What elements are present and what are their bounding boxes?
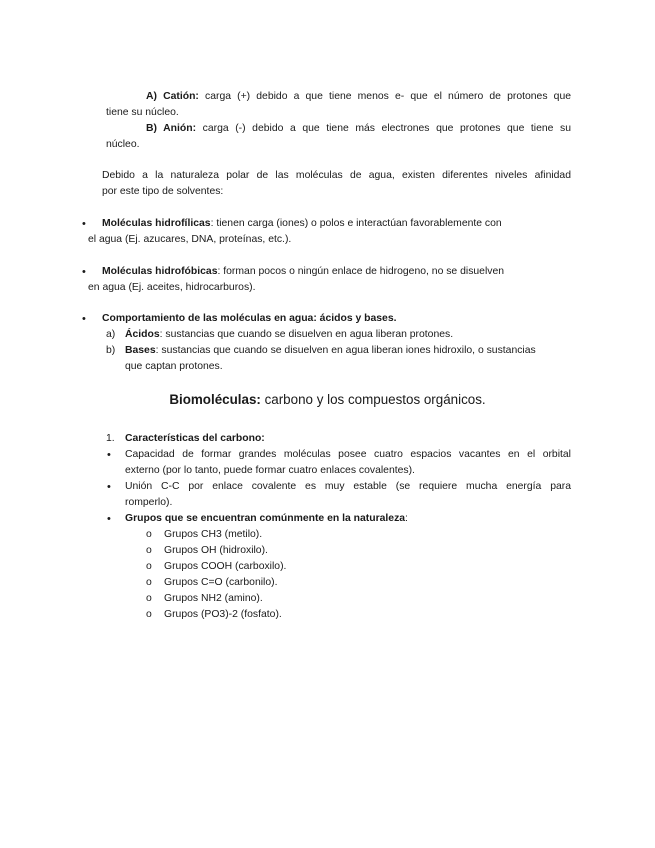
anion-text-1: carga (-) debido a que tiene más electrones que protones que tiene su [202,123,572,134]
bases-line-1 [125,343,536,359]
anion-label: B) Anión: [146,123,197,134]
group-marker: o [146,561,152,572]
group-item-phosphate: Grupos (PO3)-2 (fosfato). [164,609,282,620]
group-marker: o [146,609,152,620]
bases-text-2: que captan protones. [125,361,223,372]
water-behavior-label: Comportamiento de las moléculas en agua: ácidos y bases. [102,313,397,324]
carbon-number: 1. [106,433,115,444]
group-item-amino: Grupos NH2 (amino). [164,593,263,604]
hydrophobic-text-2: en agua (Ej. aceites, hidrocarburos). [88,282,256,293]
carbon-item-3 [125,511,408,527]
intro-line-1: Debido a la naturaleza polar de las moléculas de agua, existen diferentes niveles afinidad [102,170,571,181]
bases-label: Bases [125,345,156,356]
cation-text-2: tiene su núcleo. [106,107,179,118]
bases-text-1: : sustancias que cuando se disuelven en agua liberan iones hidroxilo, o sustancias [155,345,536,356]
group-item-carbonyl: Grupos C=O (carbonilo). [164,577,278,588]
acids-text: : sustancias que cuando se disuelven en agua liberan protones. [159,329,454,340]
group-marker: o [146,593,152,604]
groups-label: Grupos que se encuentran comúnmente en la naturaleza [125,513,406,524]
carbon-title [125,431,265,447]
group-item-hydroxyl: Grupos OH (hidroxilo). [164,545,268,556]
carbon-item-2-line-2: romperlo). [125,497,173,508]
bullet-marker: • [82,266,86,278]
bases-marker: b) [106,345,116,356]
cation-line-1 [146,89,571,105]
intro-line-2: por este tipo de solventes: [102,186,224,197]
bullet-marker: • [82,218,86,230]
section-heading-bold: Biomoléculas: [169,392,261,407]
bullet-marker: • [107,513,111,525]
hydrophilic-text-1: : tienen carga (iones) o polos e interactúan favorablemente con [210,218,502,229]
cation-text-1: carga (+) debido a que tiene menos e- que el número de protones que [205,91,571,102]
group-marker: o [146,545,152,556]
groups-colon: : [405,513,408,524]
carbon-item-1-line-1: Capacidad de formar grandes moléculas posee cuatro espacios vacantes en el orbital [125,449,571,460]
group-item-carboxyl: Grupos COOH (carboxilo). [164,561,287,572]
carbon-title-label: Características del carbono: [125,433,265,444]
hydrophobic-line-1 [102,264,504,280]
group-marker: o [146,529,152,540]
section-heading [0,391,655,409]
anion-line-1 [146,121,571,137]
acids-label: Ácidos [125,329,160,340]
carbon-item-2-line-1: Unión C-C por enlace covalente es muy estable (se requiere mucha energía para [125,481,571,492]
bullet-marker: • [107,481,111,493]
anion-text-2: núcleo. [106,139,140,150]
bullet-marker: • [107,449,111,461]
section-heading-rest: carbono y los compuestos orgánicos. [260,392,486,407]
hydrophilic-text-2: el agua (Ej. azucares, DNA, proteínas, etc.). [88,234,292,245]
bullet-marker: • [82,313,86,325]
carbon-item-1-line-2: externo (por lo tanto, puede formar cuatro enlaces covalentes). [125,465,415,476]
acids-line [125,327,453,343]
hydrophilic-line-1 [102,216,502,232]
hydrophilic-label: Moléculas hidrofílicas [102,218,211,229]
group-marker: o [146,577,152,588]
hydrophobic-text-1: : forman pocos o ningún enlace de hidrogeno, no se disuelven [217,266,505,277]
hydrophobic-label: Moléculas hidrofóbicas [102,266,218,277]
water-behavior-heading [102,311,397,327]
cation-label: A) Catión: [146,91,199,102]
acids-marker: a) [106,329,116,340]
group-item-methyl: Grupos CH3 (metilo). [164,529,263,540]
